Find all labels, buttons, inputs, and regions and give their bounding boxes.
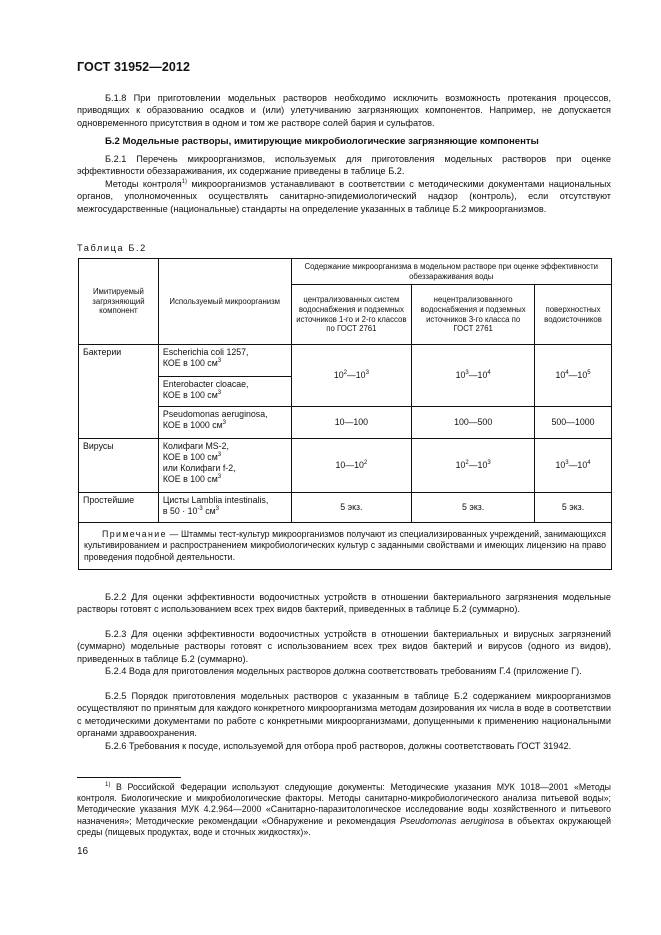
header-surface: поверхностных водоисточников	[535, 285, 612, 345]
table-row	[79, 523, 612, 570]
header-organism: Используемый микроорганизм	[158, 259, 291, 345]
value-protozoa-central: 5 экз.	[291, 493, 412, 523]
value-protozoa-decentral: 5 экз.	[412, 493, 535, 523]
organism-ecoli: Escherichia coli 1257, КОЕ в 100 $см^3$	[158, 345, 291, 377]
value-viruses-surface: $10^3—10^4$	[535, 439, 612, 493]
value-pseudomonas-surface: 500—1000	[535, 407, 612, 439]
value-bacteria-decentral: $10^3—10^4$	[412, 345, 535, 407]
footnote: $^{1)}$ В Российской Федерации используют следующие документы: Методические указания МУК 1018—2001 «Методы контроля. Биологические и микробиологические факторы. Методы санитарно-микробиологического анализа питьевой воды»; Методические указания МУК 4.2.964—2000 «Санитарно-паразитологическое исследование воды хозяйственного и питьевого назначения»; Методические рекомендации «Обнаружение и рекомендация Pseudomonas aeruginosa в объектах окружающей среды (пищевых продуктах, воде и сточных жидкостях)».	[77, 782, 611, 837]
footnote-divider	[77, 777, 181, 778]
row-label-protozoa: Простейшие	[79, 493, 159, 523]
header-content: Содержание микроорганизма в модельном растворе при оценке эффективности обеззараживания воды	[291, 259, 612, 285]
table-b2	[78, 258, 612, 570]
paragraph-b23: Б.2.3 Для оценки эффективности водоочистных устройств в отношении бактериальных и вирусных загрязнений (суммарно) модельные растворы готовят с использованием всех трех видов бактерий и вирусов (одного из видов), приведенных в таблице Б.2 (суммарно).	[77, 629, 611, 664]
section-heading-b2: Б.2 Модельные растворы, имитирующие микробиологические загрязняющие компоненты	[105, 136, 539, 147]
table-caption: Таблица Б.2	[77, 243, 147, 253]
organism-enterobacter: Enterobacter cloacae, КОЕ в 100 $см^3$	[158, 377, 291, 407]
organism-lamblia: Цисты Lamblia intestinalis, в $50 \cdot 10^{-3}$ $см^3$	[158, 493, 291, 523]
value-bacteria-central: $10^2—10^3$	[291, 345, 412, 407]
table-row	[79, 439, 612, 493]
organism-coliphages: Колифаги MS-2, КОЕ в 100 $см^3$ или Колифаги f-2, КОЕ в 100 $см^3$	[158, 439, 291, 493]
value-viruses-decentral: $10^2—10^3$	[412, 439, 535, 493]
header-central: централизованных систем водоснабжения и подземных источников 1-го и 2-го классов по ГОСТ 2761	[291, 285, 412, 345]
value-pseudomonas-central: 10—100	[291, 407, 412, 439]
value-viruses-central: $10—10^2$	[291, 439, 412, 493]
organism-pseudomonas: Pseudomonas aeruginosa, КОЕ в 1000 $см^3$	[158, 407, 291, 439]
page-number: 16	[77, 846, 89, 857]
table-row	[79, 407, 612, 439]
paragraph-b25: Б.2.5 Порядок приготовления модельных растворов с указанным в таблице Б.2 содержанием микроорганизмов осуществляют по принятым для каждого конкретного микроорганизма методам дозирования их числа в воде в соответствии с методическими документами по работе с конкретными микроорганизмами, допущенными к применению национальными органами здравоохранения.	[77, 691, 611, 739]
table-row	[79, 493, 612, 523]
value-protozoa-surface: 5 экз.	[535, 493, 612, 523]
header-component: Имитируемый загрязняющий компонент	[79, 259, 159, 345]
row-label-viruses: Вирусы	[79, 439, 159, 493]
paragraph-b18: Б.1.8 При приготовлении модельных растворов необходимо исключить возможность протекания процессов, приводящих к образованию осадков и (или) улетучиванию загрязняющих компонентов. Например, не допускается одновременного присутствия в одном и том же растворе солей бария и сульфатов.	[77, 93, 611, 128]
value-bacteria-surface: $10^4—10^5$	[535, 345, 612, 407]
paragraph-b26: Б.2.6 Требования к посуде, используемой для отбора проб растворов, должны соответствовать ГОСТ 31942.	[105, 741, 572, 751]
paragraph-methods: Методы контроля$^{1)}$ микроорганизмов устанавливают в соответствии с методическими документами национальных органов, уполномоченных осуществлять санитарно-эпидемиологический надзор (контроль), если отсутствуют межгосударственные (национальные) стандарты на определение указанных в таблице Б.2 микроорганизмов.	[77, 178, 611, 214]
table-note: Примечание — Штаммы тест-культур микроорганизмов получают из специализированных учреждений, занимающихся культивированием и распространением микробиологических культур с заданными свойствами и имеющих лицензию на право проведения подобной деятельности.	[79, 523, 612, 570]
paragraph-b24: Б.2.4 Вода для приготовления модельных растворов должна соответствовать требованиям Г.4 (приложение Г).	[105, 666, 582, 676]
paragraph-b21: Б.2.1 Перечень микроорганизмов, используемых для приготовления модельных растворов при оценке эффективности обеззараживания, их содержание приведены в таблице Б.2.	[77, 154, 611, 177]
paragraph-b22: Б.2.2 Для оценки эффективности водоочистных устройств в отношении бактериального загрязнения модельные растворы готовят с использованием всех трех видов бактерий, приведенных в таблице Б.2 (суммарно).	[77, 592, 611, 615]
table-row	[79, 345, 612, 377]
footnote-ref: 1)	[181, 178, 188, 185]
header-decentral: нецентрализованного водоснабжения и подземных источников 3-го класса по ГОСТ 2761	[412, 285, 535, 345]
row-label-bacteria: Бактерии	[79, 345, 159, 439]
value-pseudomonas-decentral: 100—500	[412, 407, 535, 439]
document-header: ГОСТ 31952—2012	[77, 60, 191, 74]
